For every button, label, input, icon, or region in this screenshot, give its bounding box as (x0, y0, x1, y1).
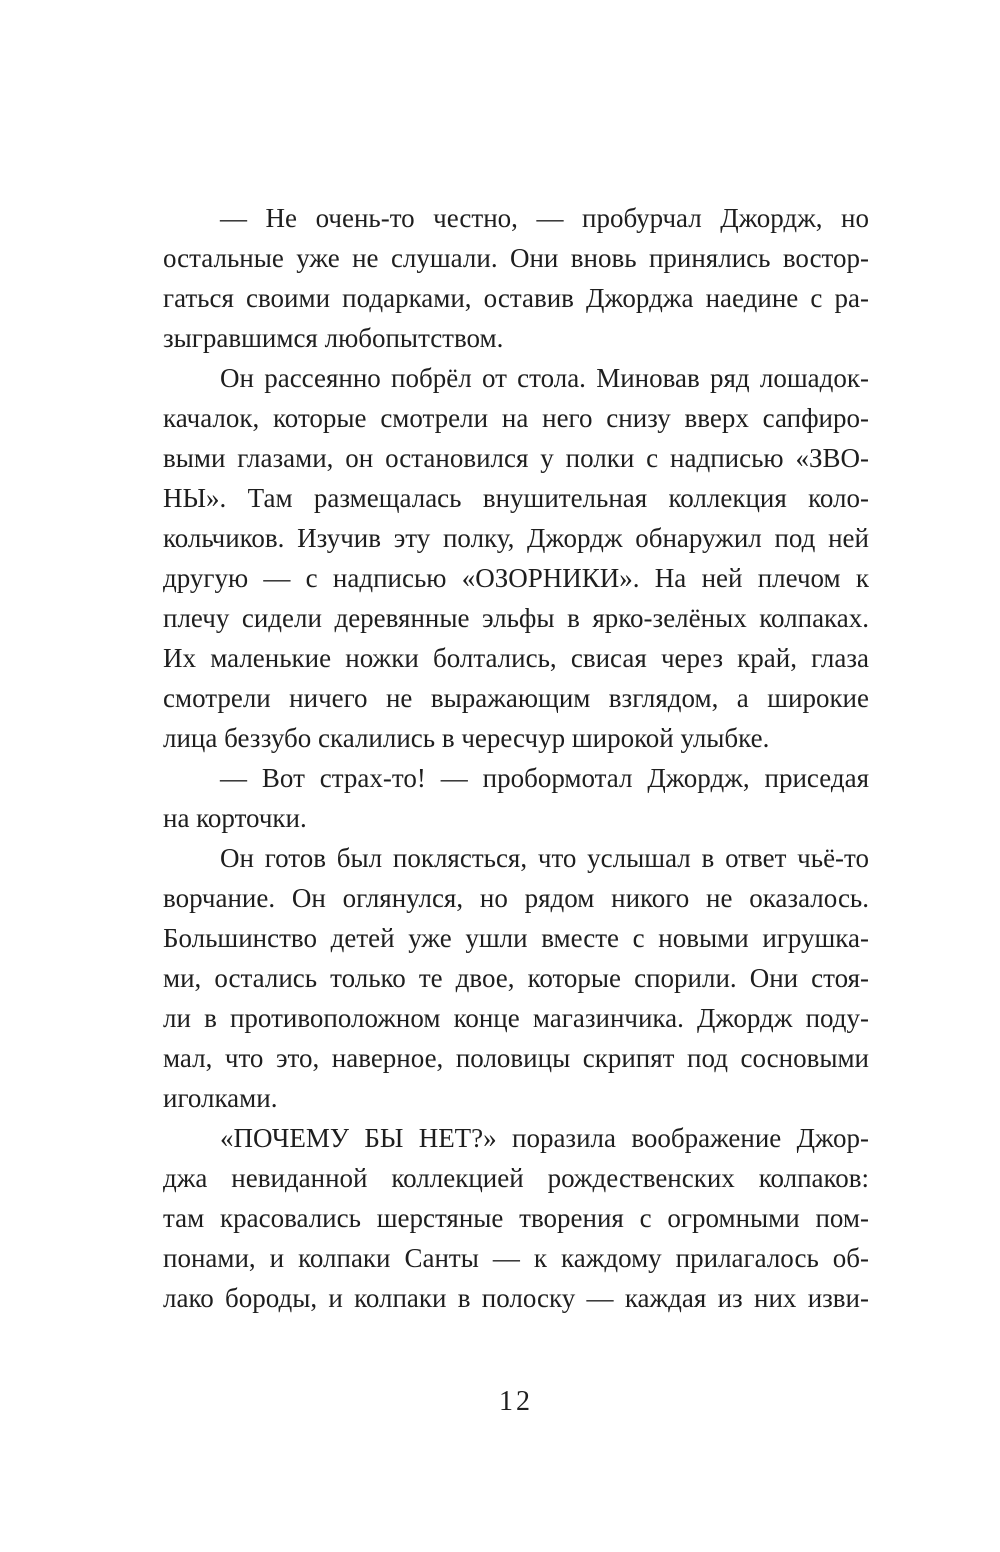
text-line: плечу сидели деревянные эльфы в ярко-зелёных колпаках. (163, 603, 869, 633)
text-line: лако бороды, и колпаки в полоску — каждая из них изви- (163, 1283, 869, 1313)
paragraph (163, 358, 869, 758)
text-line: ли в противоположном конце магазинчика. Джордж поду- (163, 1003, 869, 1033)
text-block (163, 198, 869, 1318)
paragraph (163, 758, 869, 838)
paragraph (163, 838, 869, 1118)
paragraph (163, 198, 869, 358)
text-line: там красовались шерстяные творения с огромными пом- (163, 1203, 869, 1233)
text-line: на корточки. (163, 803, 307, 833)
page-number: 12 (499, 1386, 533, 1417)
paragraph (163, 1118, 869, 1318)
text-line: мал, что это, наверное, половицы скрипят под сосновыми (163, 1043, 869, 1073)
text-line: «ПОЧЕМУ БЫ НЕТ?» поразила воображение Джор- (220, 1123, 869, 1153)
text-line: Он готов был поклясться, что услышал в ответ чьё-то (220, 843, 869, 873)
text-line: джа невиданной коллекцией рождественских колпаков: (163, 1163, 869, 1193)
text-line: кольчиков. Изучив эту полку, Джордж обнаружил под ней (163, 523, 869, 553)
text-line: зыгравшимся любопытством. (163, 323, 504, 353)
text-line: Большинство детей уже ушли вместе с новыми игрушка- (163, 923, 869, 953)
text-line: Их маленькие ножки болтались, свисая через край, глаза (163, 643, 869, 673)
text-line: другую — с надписью «ОЗОРНИКИ». На ней плечом к (163, 563, 869, 593)
text-line: понами, и колпаки Санты — к каждому прилагалось об- (163, 1243, 869, 1273)
text-line: ворчание. Он оглянулся, но рядом никого не оказалось. (163, 883, 869, 913)
text-line: Он рассеянно побрёл от стола. Миновав ряд лошадок- (220, 363, 869, 393)
text-line: ми, остались только те двое, которые спорили. Они стоя- (163, 963, 869, 993)
text-line: смотрели ничего не выражающим взглядом, а широкие (163, 683, 869, 713)
text-line: лица беззубо скалились в чересчур широкой улыбке. (163, 723, 770, 753)
text-line: остальные уже не слушали. Они вновь принялись востор- (163, 243, 869, 273)
text-line: — Не очень-то честно, — пробурчал Джордж, но (220, 203, 869, 233)
text-line: — Вот страх-то! — пробормотал Джордж, приседая (220, 763, 869, 793)
text-line: иголками. (163, 1083, 278, 1113)
text-line: выми глазами, он остановился у полки с надписью «ЗВО- (163, 443, 869, 473)
text-line: гаться своими подарками, оставив Джорджа наедине с ра- (163, 283, 869, 313)
text-line: качалок, которые смотрели на него снизу вверх сапфиро- (163, 403, 869, 433)
text-line: НЫ». Там размещалась внушительная коллекция коло- (163, 483, 869, 513)
